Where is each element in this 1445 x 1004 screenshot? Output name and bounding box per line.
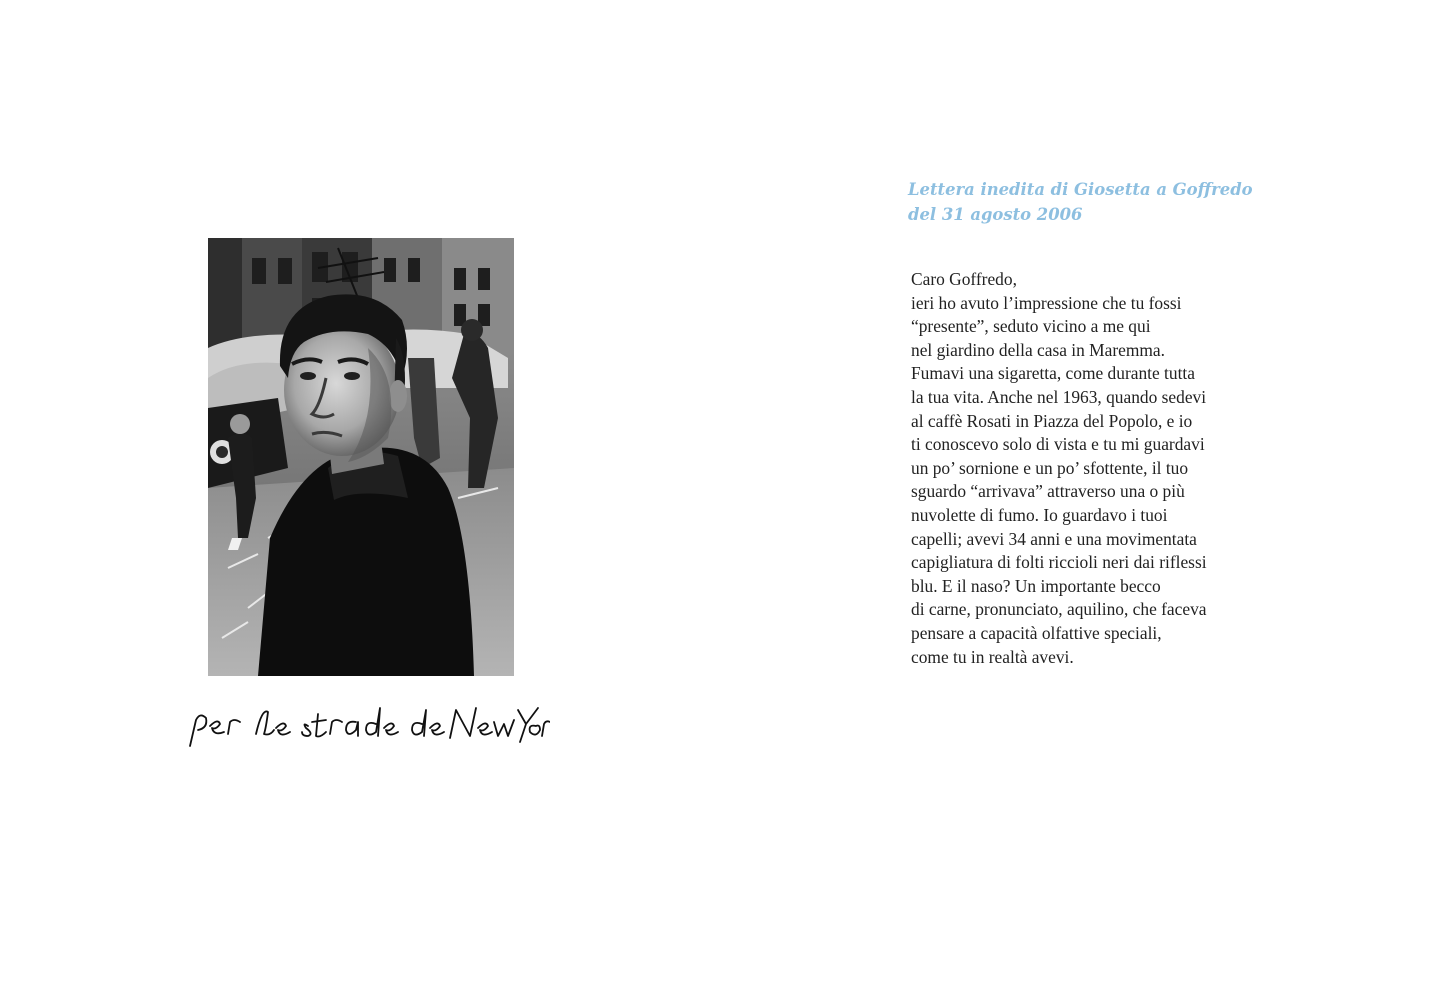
letter-line: come tu in realtà avevi.: [911, 646, 1074, 667]
letter-title-line: Lettera inedita di Giosetta a Goffredo: [908, 180, 1253, 199]
letter-line: Fumavi una sigaretta, come durante tutta: [911, 363, 1195, 384]
portrait-photo: [208, 238, 514, 676]
letter-line: un po’ sornione e un po’ sfottente, il tuo: [911, 457, 1189, 478]
letter-line: Caro Goffredo,: [911, 269, 1017, 289]
letter-line: la tua vita. Anche nel 1963, quando sedevi: [911, 386, 1207, 407]
letter-line: sguardo “arrivava” attraverso una o più: [911, 481, 1185, 502]
letter-line: capigliatura di folti riccioli neri dai riflessi: [911, 552, 1207, 573]
letter-line: pensare a capacità olfattive speciali,: [911, 622, 1162, 643]
letter-title-line: del 31 agosto 2006: [908, 205, 1083, 224]
street-portrait-image: [208, 238, 514, 676]
letter-line: di carne, pronunciato, aquilino, che faceva: [911, 599, 1207, 620]
letter-line: ieri ho avuto l’impressione che tu fossi: [911, 292, 1182, 313]
letter-title: [908, 177, 1288, 227]
letter-body: [911, 268, 1271, 669]
handwritten-caption: [180, 698, 550, 756]
letter-line: nuvolette di fumo. Io guardavo i tuoi: [911, 504, 1168, 525]
letter-line: ti conoscevo solo di vista e tu mi guardavi: [911, 434, 1205, 455]
letter-line: al caffè Rosati in Piazza del Popolo, e io: [911, 410, 1193, 431]
letter-line: capelli; avevi 34 anni e una movimentata: [911, 528, 1197, 549]
letter-line: nel giardino della casa in Maremma.: [911, 339, 1165, 360]
letter-line: blu. E il naso? Un importante becco: [911, 575, 1161, 596]
letter-line: “presente”, seduto vicino a me qui: [911, 316, 1151, 337]
